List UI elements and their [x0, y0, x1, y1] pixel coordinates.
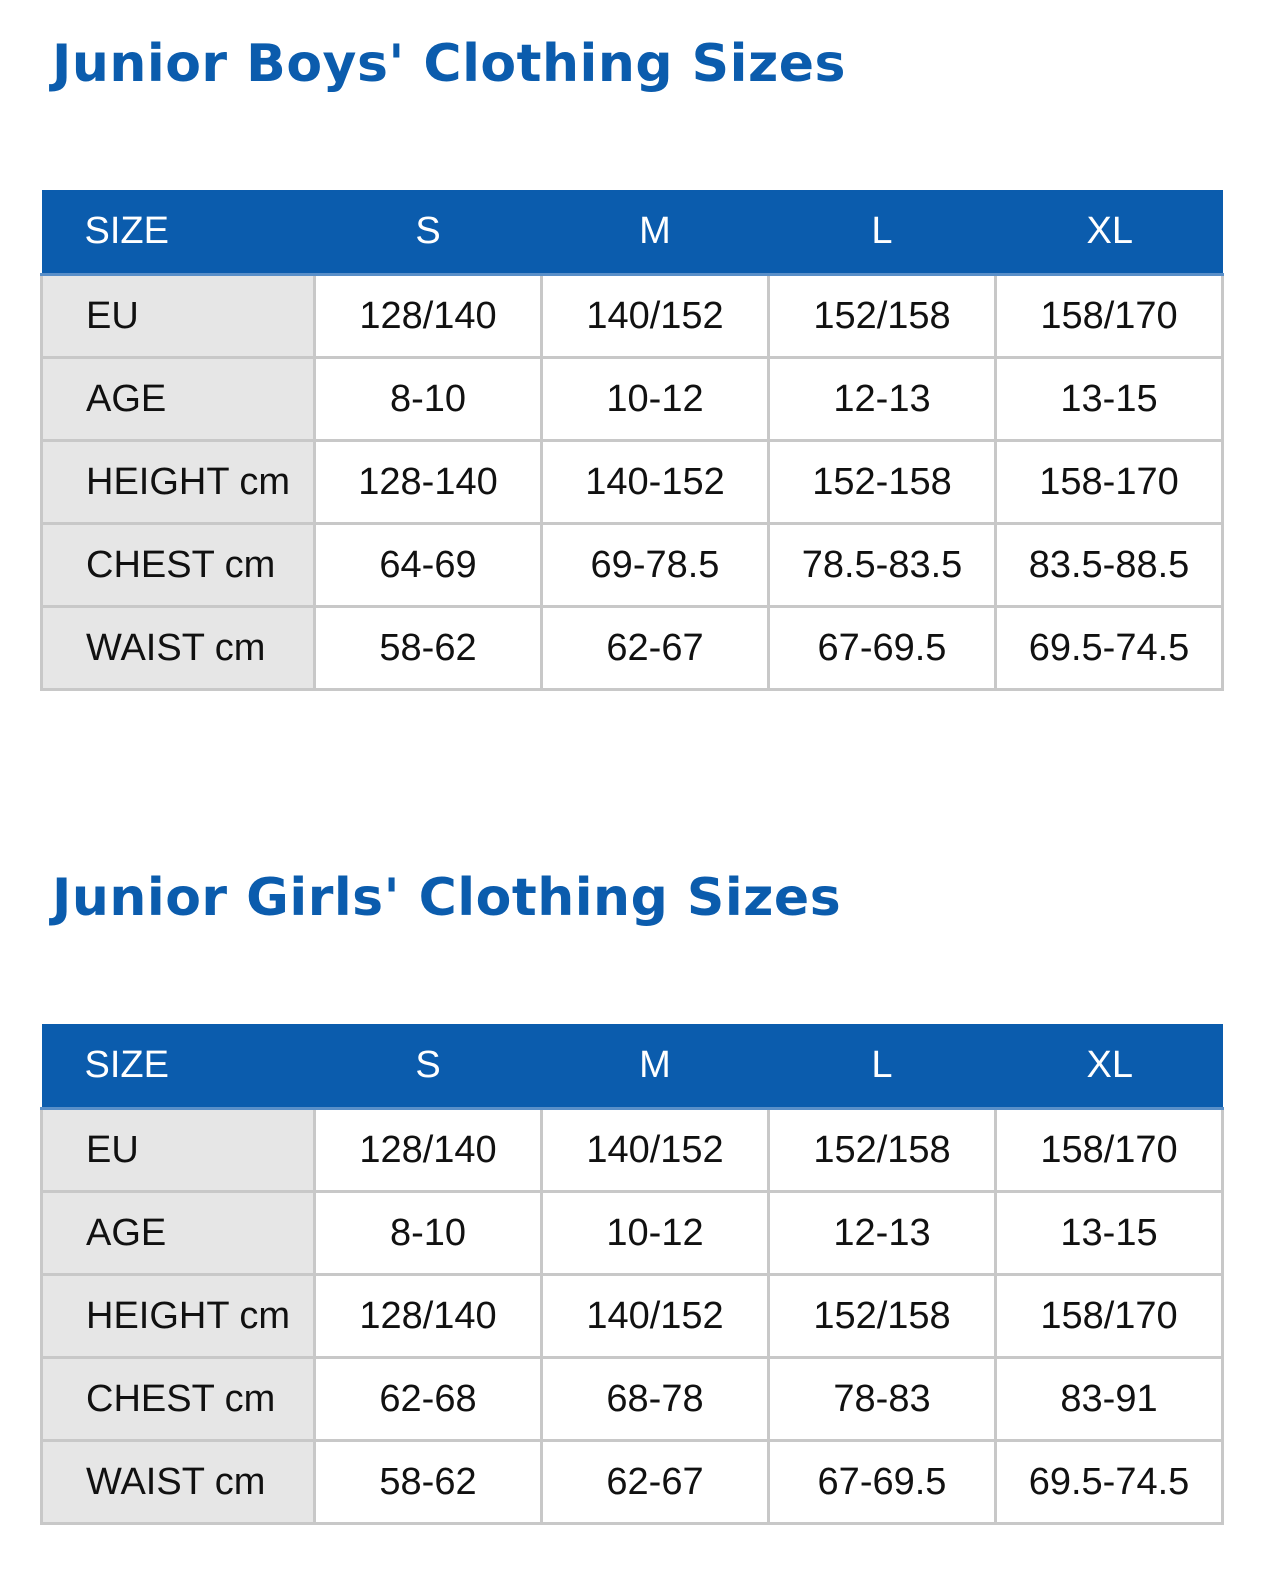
table-row: [42, 441, 1223, 524]
table-cell: 140/152: [542, 1275, 769, 1358]
table-row: [42, 607, 1223, 690]
row-label-age: AGE: [42, 358, 315, 441]
table-cell: 158/170: [996, 1275, 1223, 1358]
header-s: S: [315, 190, 542, 275]
table-cell: 67-69.5: [769, 607, 996, 690]
table-cell: 158-170: [996, 441, 1223, 524]
table-cell: 69.5-74.5: [996, 607, 1223, 690]
table-cell: 152/158: [769, 1275, 996, 1358]
table-cell: 62-67: [542, 607, 769, 690]
table-cell: 140/152: [542, 1109, 769, 1192]
table-cell: 13-15: [996, 1192, 1223, 1275]
table-cell: 62-68: [315, 1358, 542, 1441]
row-label-eu: EU: [42, 1109, 315, 1192]
table-cell: 13-15: [996, 358, 1223, 441]
row-label-waist: WAIST cm: [42, 1441, 315, 1524]
table-row: [42, 358, 1223, 441]
table-cell: 128/140: [315, 1109, 542, 1192]
table-cell: 10-12: [542, 358, 769, 441]
table-cell: 62-67: [542, 1441, 769, 1524]
table-row: [42, 1275, 1223, 1358]
header-s: S: [315, 1024, 542, 1109]
header-xl: XL: [996, 1024, 1223, 1109]
table-cell: 64-69: [315, 524, 542, 607]
table-cell: 152-158: [769, 441, 996, 524]
table-cell: 58-62: [315, 607, 542, 690]
table-cell: 10-12: [542, 1192, 769, 1275]
table-cell: 8-10: [315, 1192, 542, 1275]
header-m: M: [542, 1024, 769, 1109]
table-row: [42, 1441, 1223, 1524]
table-cell: 78-83: [769, 1358, 996, 1441]
row-label-height: HEIGHT cm: [42, 441, 315, 524]
row-label-chest: CHEST cm: [42, 524, 315, 607]
boys-size-table: [40, 190, 1224, 691]
table-cell: 140/152: [542, 275, 769, 358]
table-cell: 8-10: [315, 358, 542, 441]
header-m: M: [542, 190, 769, 275]
table-cell: 78.5-83.5: [769, 524, 996, 607]
table-cell: 152/158: [769, 275, 996, 358]
table-cell: 152/158: [769, 1109, 996, 1192]
row-label-eu: EU: [42, 275, 315, 358]
table-cell: 12-13: [769, 358, 996, 441]
table-row: [42, 275, 1223, 358]
row-label-height: HEIGHT cm: [42, 1275, 315, 1358]
table-row: [42, 1192, 1223, 1275]
table-cell: 83-91: [996, 1358, 1223, 1441]
header-l: L: [769, 1024, 996, 1109]
table-cell: 68-78: [542, 1358, 769, 1441]
header-l: L: [769, 190, 996, 275]
row-label-waist: WAIST cm: [42, 607, 315, 690]
table-cell: 128/140: [315, 1275, 542, 1358]
row-label-age: AGE: [42, 1192, 315, 1275]
girls-size-table: [40, 1024, 1224, 1525]
header-xl: XL: [996, 190, 1223, 275]
table-cell: 69.5-74.5: [996, 1441, 1223, 1524]
header-size: SIZE: [42, 1024, 315, 1109]
table-cell: 58-62: [315, 1441, 542, 1524]
table-cell: 12-13: [769, 1192, 996, 1275]
table-header-row: [42, 1024, 1223, 1109]
girls-section-title: Junior Girls' Clothing Sizes: [52, 868, 842, 928]
table-cell: 128-140: [315, 441, 542, 524]
table-row: [42, 1358, 1223, 1441]
table-cell: 69-78.5: [542, 524, 769, 607]
table-row: [42, 524, 1223, 607]
table-row: [42, 1109, 1223, 1192]
table-cell: 67-69.5: [769, 1441, 996, 1524]
row-label-chest: CHEST cm: [42, 1358, 315, 1441]
table-cell: 140-152: [542, 441, 769, 524]
table-cell: 158/170: [996, 1109, 1223, 1192]
table-cell: 128/140: [315, 275, 542, 358]
table-cell: 83.5-88.5: [996, 524, 1223, 607]
boys-section-title: Junior Boys' Clothing Sizes: [52, 34, 846, 94]
table-header-row: [42, 190, 1223, 275]
table-cell: 158/170: [996, 275, 1223, 358]
header-size: SIZE: [42, 190, 315, 275]
